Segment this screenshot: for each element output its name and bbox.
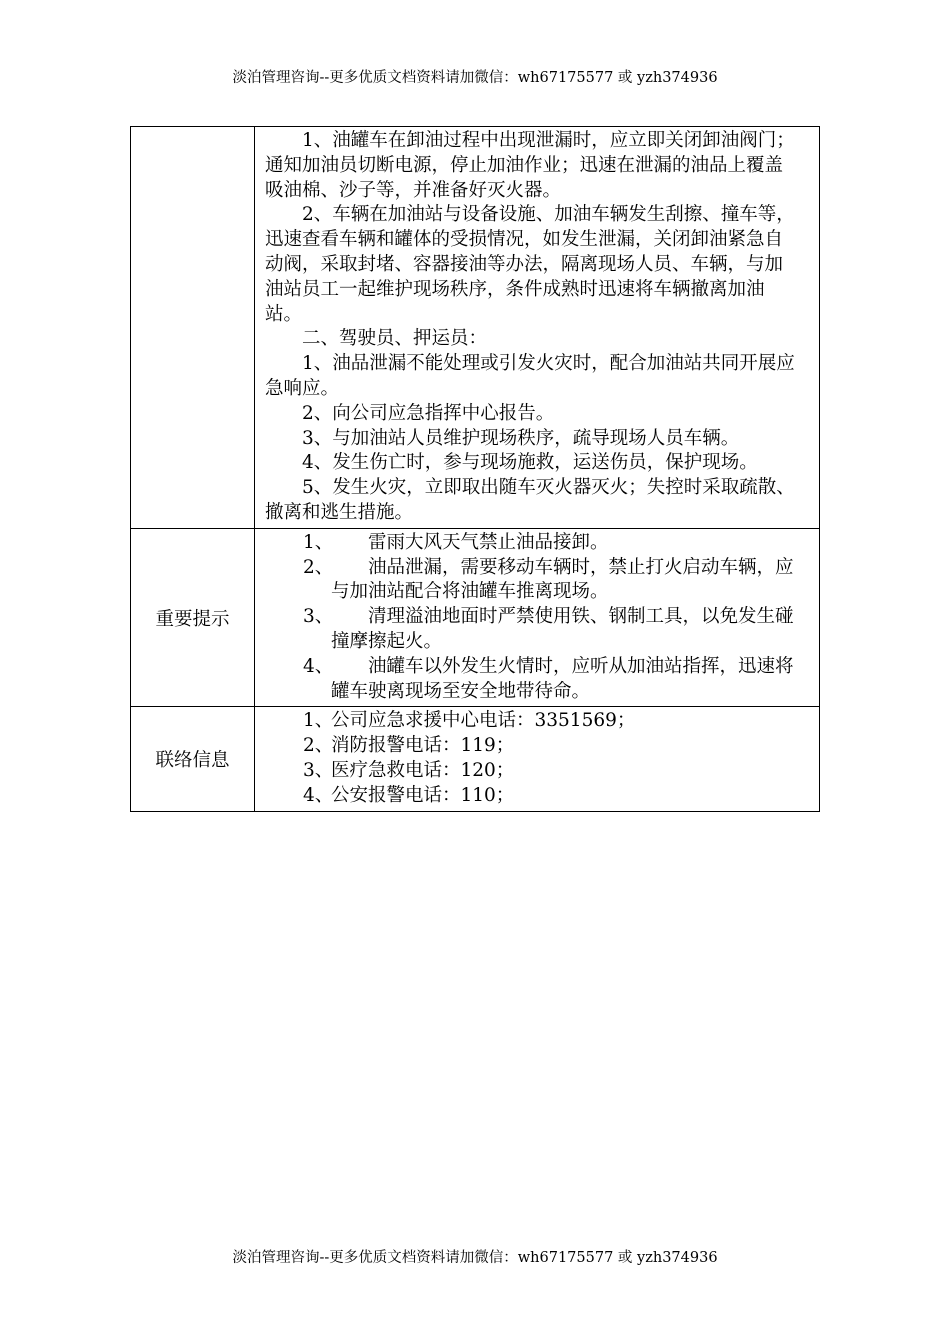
text-line: 油站员工一起维护现场秩序，条件成熟时迅速将车辆撤离加油 <box>265 278 765 300</box>
row-label-empty <box>131 127 255 529</box>
section-heading: 二、驾驶员、押运员： <box>302 328 488 350</box>
table-row-important-notes <box>131 528 820 707</box>
text-line: 通知加油员切断电源，停止加油作业；迅速在泄漏的油品上覆盖 <box>265 154 784 176</box>
list-item-continuation: 与加油站配合将油罐车推离现场。 <box>331 581 609 603</box>
text-line: 撤离和逃生措施。 <box>265 501 414 523</box>
list-item: 4、 油罐车以外发生火情时，应听从加油站指挥，迅速将 <box>303 655 794 677</box>
text-line: 2、向公司应急指挥中心报告。 <box>302 402 555 424</box>
text-line: 2、车辆在加油站与设备设施、加油车辆发生刮擦、撞车等， <box>302 204 795 226</box>
table-row-response <box>131 127 820 529</box>
text-line: 5、发生火灾，立即取出随车灭火器灭火；失控时采取疏散、 <box>302 477 795 499</box>
contact-item: 2、消防报警电话：119； <box>303 735 515 757</box>
text-line: 动阀，采取封堵、容器接油等办法，隔离现场人员、车辆，与加 <box>265 253 784 275</box>
text-line: 4、发生伤亡时，参与现场施救，运送伤员，保护现场。 <box>302 452 758 474</box>
contact-item: 3、医疗急救电话：120； <box>303 759 515 781</box>
response-content <box>255 127 820 529</box>
text-line: 3、与加油站人员维护现场秩序，疏导现场人员车辆。 <box>302 427 740 449</box>
list-item: 2、 油品泄漏，需要移动车辆时，禁止打火启动车辆，应 <box>303 556 794 578</box>
text-line: 1、油品泄漏不能处理或引发火灾时，配合加油站共同开展应 <box>302 353 795 375</box>
emergency-table <box>130 126 820 812</box>
row-label-contact-info: 联络信息 <box>131 707 255 811</box>
row-label-important-notes: 重要提示 <box>131 528 255 707</box>
text-line: 急响应。 <box>265 377 340 399</box>
list-item: 3、 清理溢油地面时严禁使用铁、钢制工具，以免发生碰 <box>303 606 794 628</box>
contact-info-content <box>255 707 820 811</box>
text-line: 1、油罐车在卸油过程中出现泄漏时，应立即关闭卸油阀门； <box>302 130 795 151</box>
page-header: 淡泊管理咨询--更多优质文档资料请加微信：wh67175577 或 yzh374936 <box>232 70 718 86</box>
list-item-continuation: 罐车驶离现场至安全地带待命。 <box>331 680 591 702</box>
text-line: 站。 <box>265 303 303 325</box>
list-item-continuation: 撞摩擦起火。 <box>331 630 443 652</box>
list-item: 1、 雷雨大风天气禁止油品接卸。 <box>303 531 609 553</box>
text-line: 吸油棉、沙子等，并准备好灭火器。 <box>265 179 562 201</box>
contact-item: 1、公司应急求援中心电话：3351569； <box>303 710 636 732</box>
table-row-contact-info <box>131 707 820 811</box>
important-notes-content <box>255 528 820 707</box>
page-footer: 淡泊管理咨询--更多优质文档资料请加微信：wh67175577 或 yzh374936 <box>232 1250 718 1266</box>
contact-item: 4、公安报警电话：110； <box>303 784 515 806</box>
text-line: 迅速查看车辆和罐体的受损情况，如发生泄漏，关闭卸油紧急自 <box>265 229 784 251</box>
